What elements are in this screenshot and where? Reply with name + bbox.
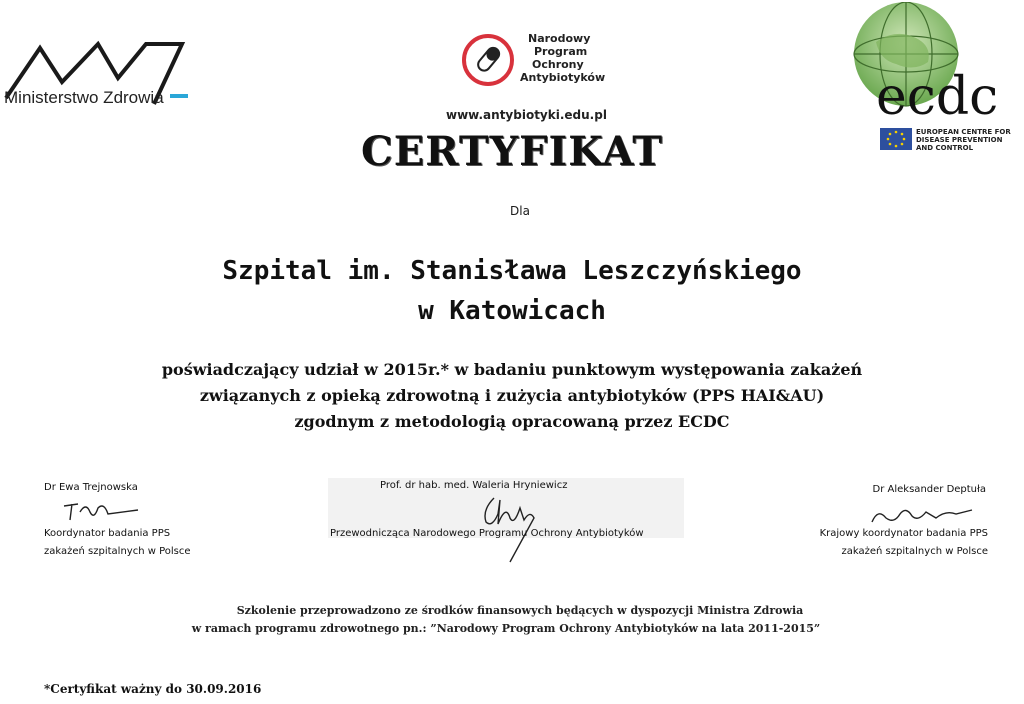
ecdc-line-2: DISEASE PREVENTION: [916, 136, 1003, 144]
description-line-1: poświadczający udział w 2015r.* w badaniu punktowym występowania zakażeń: [161, 360, 863, 379]
ecdc-line-3: AND CONTROL: [916, 144, 974, 152]
recipient-name: Szpital im. Stanisława Leszczyńskiego: [222, 256, 802, 286]
right-signature-icon: [866, 500, 976, 526]
funding-line-2: w ramach programu zdrowotnego pn.: ”Narodowy Program Ochrony Antybiotyków na lata 2011-2015”: [191, 622, 821, 635]
center-signature-icon: [464, 490, 544, 564]
npoa-url: www.antybiotyki.edu.pl: [446, 108, 607, 122]
right-signatory-role-2: zakażeń szpitalnych w Polsce: [841, 546, 988, 557]
description-line-3: zgodnym z metodologią opracowaną przez ECDC: [294, 412, 730, 431]
right-signatory-name: Dr Aleksander Deptuła: [872, 484, 986, 495]
funding-line-1: Szkolenie przeprowadzono ze środków finansowych będących w dyspozycji Ministra Zdrowia: [236, 604, 804, 617]
left-signatory-name: Dr Ewa Trejnowska: [44, 482, 138, 493]
ecdc-mark: ecdc: [876, 67, 999, 127]
recipient-city: w Katowicach: [418, 296, 606, 326]
ministry-name: Ministerstwo Zdrowia: [4, 88, 164, 107]
left-signatory-role-1: Koordynator badania PPS: [44, 528, 171, 539]
center-signatory-role: Przewodnicząca Narodowego Programu Ochrony Antybiotyków: [330, 528, 644, 539]
ecdc-line-1: EUROPEAN CENTRE FOR: [916, 128, 1011, 136]
npoa-line-2: Program: [534, 45, 588, 58]
certificate-title: CERTYFIKAT: [360, 128, 664, 175]
validity-note: *Certyfikat ważny do 30.09.2016: [44, 682, 262, 696]
description-line-2: związanych z opieką zdrowotną i zużycia antybiotyków (PPS HAI&AU): [199, 386, 825, 405]
right-signatory-role-1: Krajowy koordynator badania PPS: [819, 528, 988, 539]
for-label: Dla: [510, 204, 530, 218]
npoa-line-4: Antybiotyków: [520, 71, 606, 84]
left-signature-icon: [60, 498, 140, 526]
npoa-line-3: Ochrony: [532, 58, 584, 71]
center-signatory-name: Prof. dr hab. med. Waleria Hryniewicz: [380, 480, 568, 491]
npoa-logo-icon: [462, 26, 612, 98]
npoa-line-1: Narodowy: [528, 32, 591, 45]
left-signatory-role-2: zakażeń szpitalnych w Polsce: [44, 546, 191, 557]
